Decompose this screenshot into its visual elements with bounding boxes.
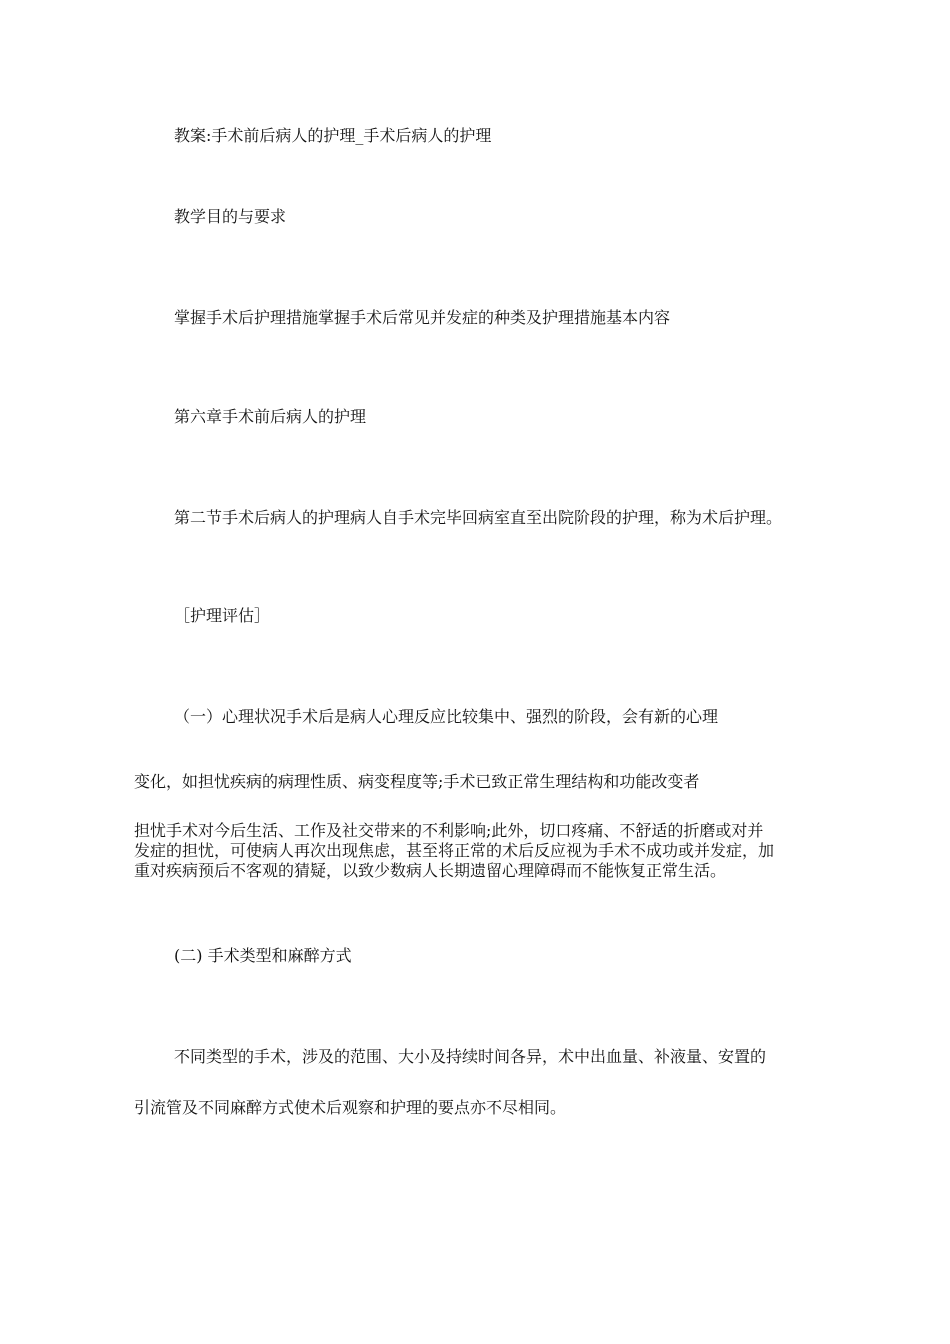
surgery-line-1: 不同类型的手术，涉及的范围、大小及持续时间各异，术中出血量、补液量、安置的: [174, 1047, 767, 1066]
psych-line-5: 重对疾病预后不客观的猜疑，以致少数病人长期遗留心理障碍而不能恢复正常生活。: [134, 861, 727, 880]
psych-line-3: 担忧手术对今后生活、工作及社交带来的不利影响;此外，切口疼痛、不舒适的折磨或对并: [134, 821, 764, 840]
assessment-heading: ［护理评估］: [174, 606, 271, 625]
objectives-heading: 教学目的与要求: [174, 207, 287, 226]
section-heading: 第二节手术后病人的护理病人自手术完毕回病室直至出院阶段的护理，称为术后护理。: [174, 508, 783, 527]
surgery-line-2: 引流管及不同麻醉方式使术后观察和护理的要点亦不尽相同。: [134, 1098, 567, 1117]
psych-line-4: 发症的担忧，可使病人再次出现焦虑，甚至将正常的术后反应视为手术不成功或并发症，加: [134, 841, 775, 860]
objectives-text: 掌握手术后护理措施掌握手术后常见并发症的种类及护理措施基本内容: [174, 308, 671, 327]
psych-line-1: （一）心理状况手术后是病人心理反应比较集中、强烈的阶段，会有新的心理: [174, 707, 719, 726]
psych-line-2: 变化，如担忧疾病的病理性质、病变程度等;手术已致正常生理结构和功能改变者: [134, 772, 700, 791]
surgery-heading: (二) 手术类型和麻醉方式: [174, 946, 352, 965]
chapter-heading: 第六章手术前后病人的护理: [174, 407, 367, 426]
document-title: 教案:手术前后病人的护理_手术后病人的护理: [174, 126, 492, 145]
